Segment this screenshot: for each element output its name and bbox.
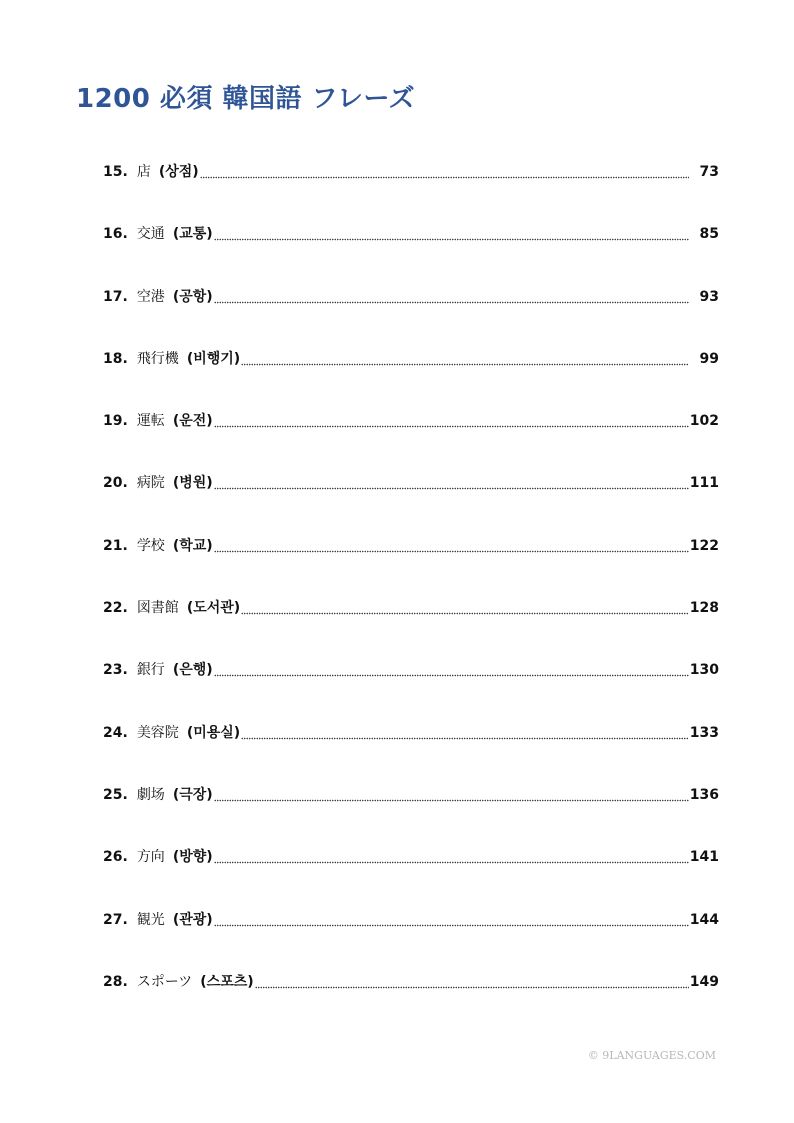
toc-entry-page-number: 141 <box>689 849 719 866</box>
toc-entry-number: 24. <box>103 724 128 741</box>
toc-entry-korean-title: (극장) <box>172 786 213 803</box>
table-of-contents <box>103 160 719 1032</box>
toc-entry-korean-title: (병원) <box>172 475 213 492</box>
toc-entry-number: 20. <box>103 475 128 492</box>
toc-entry-japanese-title: 銀行 <box>136 662 165 679</box>
toc-entry-japanese-title: 空港 <box>136 288 165 305</box>
toc-entry[interactable] <box>103 160 719 222</box>
toc-entry-korean-title: (운전) <box>172 413 213 430</box>
toc-entry-japanese-title: 美容院 <box>136 724 179 741</box>
toc-dot-leader <box>214 908 689 932</box>
toc-entry-korean-title: (상점) <box>158 164 199 180</box>
toc-entry-korean-title: (공항) <box>172 288 213 305</box>
toc-entry-number: 18. <box>103 350 128 367</box>
toc-entry-japanese-title: 運転 <box>136 413 165 430</box>
page-title: 1200 必須 韓国語 フレーズ <box>76 84 416 114</box>
toc-entry-page-number: 128 <box>689 600 719 617</box>
toc-entry-page-number: 122 <box>689 537 719 554</box>
toc-entry-number: 17. <box>103 288 128 305</box>
toc-dot-leader <box>214 783 689 807</box>
toc-entry-page-number: 93 <box>699 288 719 305</box>
toc-entry-page-number: 133 <box>689 724 719 741</box>
toc-entry-korean-title: (은행) <box>172 662 213 679</box>
toc-entry-page-number: 99 <box>699 350 719 367</box>
toc-entry[interactable] <box>103 222 719 284</box>
toc-entry-page-number: 144 <box>689 911 719 928</box>
toc-entry-page-number: 102 <box>689 413 719 430</box>
toc-entry-korean-title: (관광) <box>172 911 213 928</box>
toc-entry-page-number: 136 <box>689 786 719 803</box>
toc-entry-japanese-title: スポーツ <box>136 973 193 990</box>
toc-entry-number: 21. <box>103 537 128 554</box>
toc-dot-leader <box>241 721 689 745</box>
toc-entry-korean-title: (교통) <box>172 226 213 243</box>
toc-entry-korean-title: (비행기) <box>186 350 241 367</box>
toc-entry-number: 27. <box>103 911 128 928</box>
toc-entry-japanese-title: 交通 <box>136 226 165 243</box>
toc-dot-leader <box>214 471 689 495</box>
toc-dot-leader <box>214 409 689 433</box>
toc-entry-page-number: 85 <box>699 226 719 243</box>
toc-dot-leader <box>241 596 689 620</box>
toc-entry[interactable] <box>103 534 719 596</box>
toc-entry[interactable] <box>103 596 719 658</box>
toc-entry-page-number: 149 <box>689 973 719 990</box>
toc-entry-number: 25. <box>103 786 128 803</box>
toc-dot-leader <box>241 347 688 371</box>
toc-entry-page-number: 111 <box>689 475 719 492</box>
toc-entry[interactable] <box>103 347 719 409</box>
toc-entry-korean-title: (학교) <box>172 537 213 554</box>
toc-entry-japanese-title: 図書館 <box>136 600 179 617</box>
toc-entry-number: 15. <box>103 164 128 180</box>
toc-entry-korean-title: (방향) <box>172 849 213 866</box>
footer-copyright: © 9LANGUAGES.COM <box>587 1049 716 1062</box>
toc-entry-page-number: 130 <box>689 662 719 679</box>
toc-entry-number: 19. <box>103 413 128 430</box>
toc-entry-number: 22. <box>103 600 128 617</box>
toc-dot-leader <box>214 285 689 309</box>
toc-entry-korean-title: (스포츠) <box>200 973 254 990</box>
toc-entry[interactable] <box>103 471 719 533</box>
toc-dot-leader <box>214 845 689 869</box>
toc-entry-japanese-title: 方向 <box>136 849 165 866</box>
toc-entry[interactable] <box>103 845 719 907</box>
toc-entry-number: 28. <box>103 973 128 990</box>
toc-entry-japanese-title: 観光 <box>136 911 165 928</box>
toc-dot-leader <box>214 222 689 246</box>
toc-entry[interactable] <box>103 970 719 1032</box>
toc-entry-japanese-title: 学校 <box>136 537 165 554</box>
toc-entry-japanese-title: 劇场 <box>136 786 165 803</box>
toc-entry[interactable] <box>103 409 719 471</box>
toc-entry-korean-title: (미용실) <box>186 724 241 741</box>
toc-entry-page-number: 73 <box>699 164 719 180</box>
toc-entry-number: 16. <box>103 226 128 243</box>
toc-entry-japanese-title: 店 <box>136 164 151 180</box>
toc-entry-japanese-title: 病院 <box>136 475 165 492</box>
toc-entry[interactable] <box>103 658 719 720</box>
toc-entry-japanese-title: 飛行機 <box>136 350 179 367</box>
toc-entry[interactable] <box>103 783 719 845</box>
toc-dot-leader <box>200 160 689 184</box>
toc-entry-number: 23. <box>103 662 128 679</box>
toc-dot-leader <box>214 658 689 682</box>
toc-entry-number: 26. <box>103 849 128 866</box>
toc-entry-korean-title: (도서관) <box>186 600 241 617</box>
toc-entry[interactable] <box>103 285 719 347</box>
toc-entry[interactable] <box>103 908 719 970</box>
toc-entry[interactable] <box>103 721 719 783</box>
toc-dot-leader <box>255 970 689 994</box>
toc-dot-leader <box>214 534 689 558</box>
